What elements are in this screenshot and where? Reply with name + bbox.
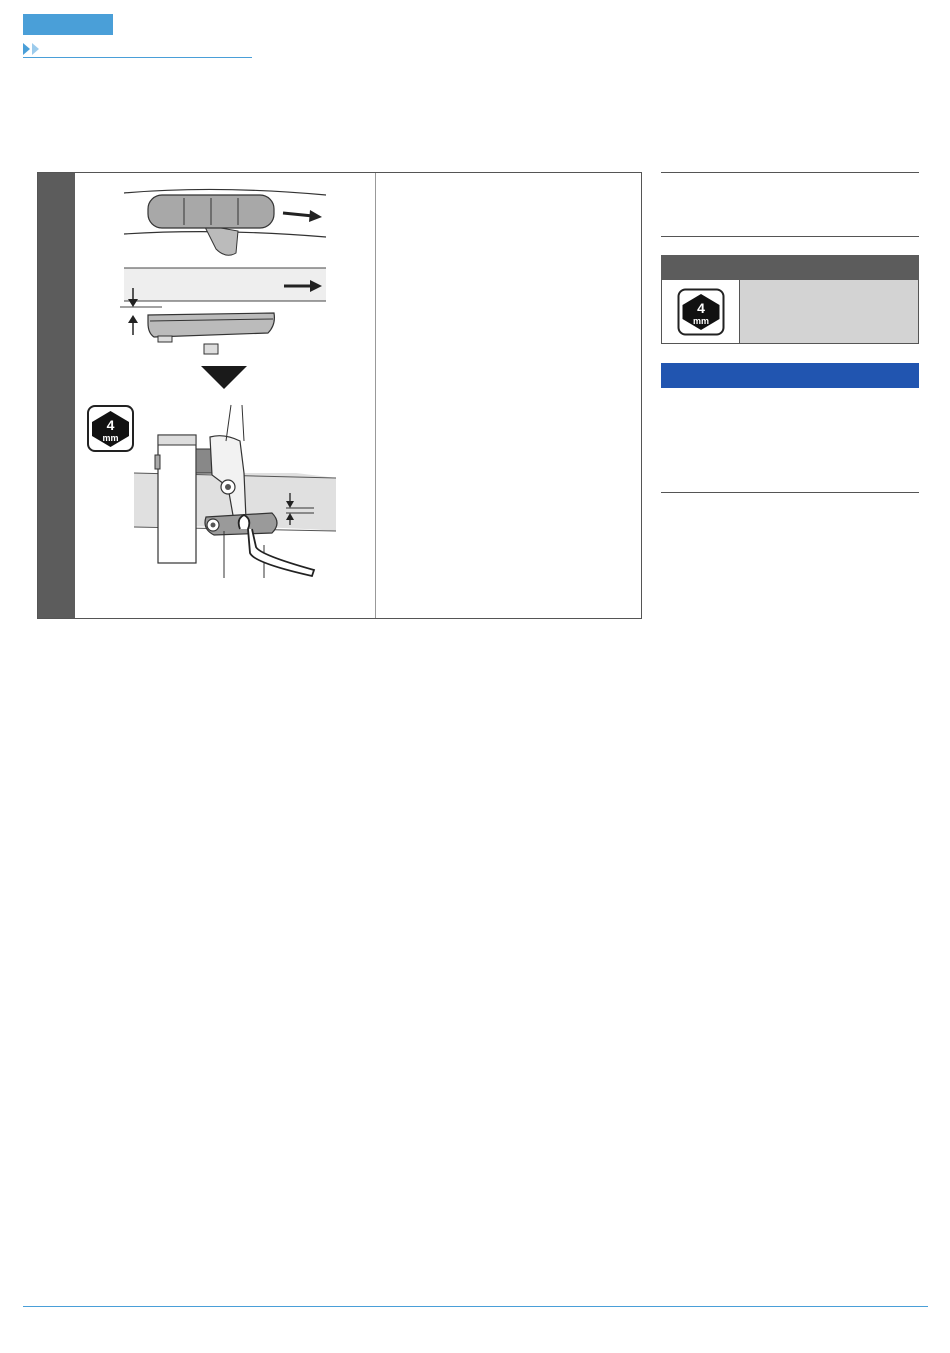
next-step-triangle-icon [201, 366, 247, 389]
tool-size-label: 4 [106, 417, 115, 433]
tool-icon-cell [662, 280, 740, 343]
sidebar-rule-top [661, 172, 919, 173]
tool-panel-body [661, 280, 919, 344]
tool-panel-header [661, 255, 919, 280]
caliper-with-wrench [134, 405, 336, 578]
sidebar-rule-mid [661, 236, 919, 237]
tool-size-label: 4 [697, 300, 705, 316]
hex-wrench-size-icon [677, 288, 725, 336]
step-number-bar [38, 173, 75, 618]
side-view-shoe [120, 268, 326, 354]
step-box [37, 172, 642, 619]
brake-shoe-adjustment-illustration [76, 173, 374, 618]
note-panel-header [661, 363, 919, 388]
gap-arrow-up-icon [128, 315, 138, 335]
header-underline [23, 57, 252, 58]
footer-rule [23, 1306, 928, 1307]
double-chevron-right-icon [23, 42, 43, 56]
direction-arrow-icon [283, 210, 322, 222]
tool-description-cell [740, 280, 918, 343]
tool-unit-label: mm [692, 316, 710, 326]
top-view-shoe [124, 189, 326, 255]
hex-wrench-size-icon [88, 406, 133, 451]
tool-unit-label: mm [102, 433, 119, 443]
sidebar-rule-bottom [661, 492, 919, 493]
step-column-divider [375, 173, 376, 618]
section-tab [23, 14, 113, 35]
